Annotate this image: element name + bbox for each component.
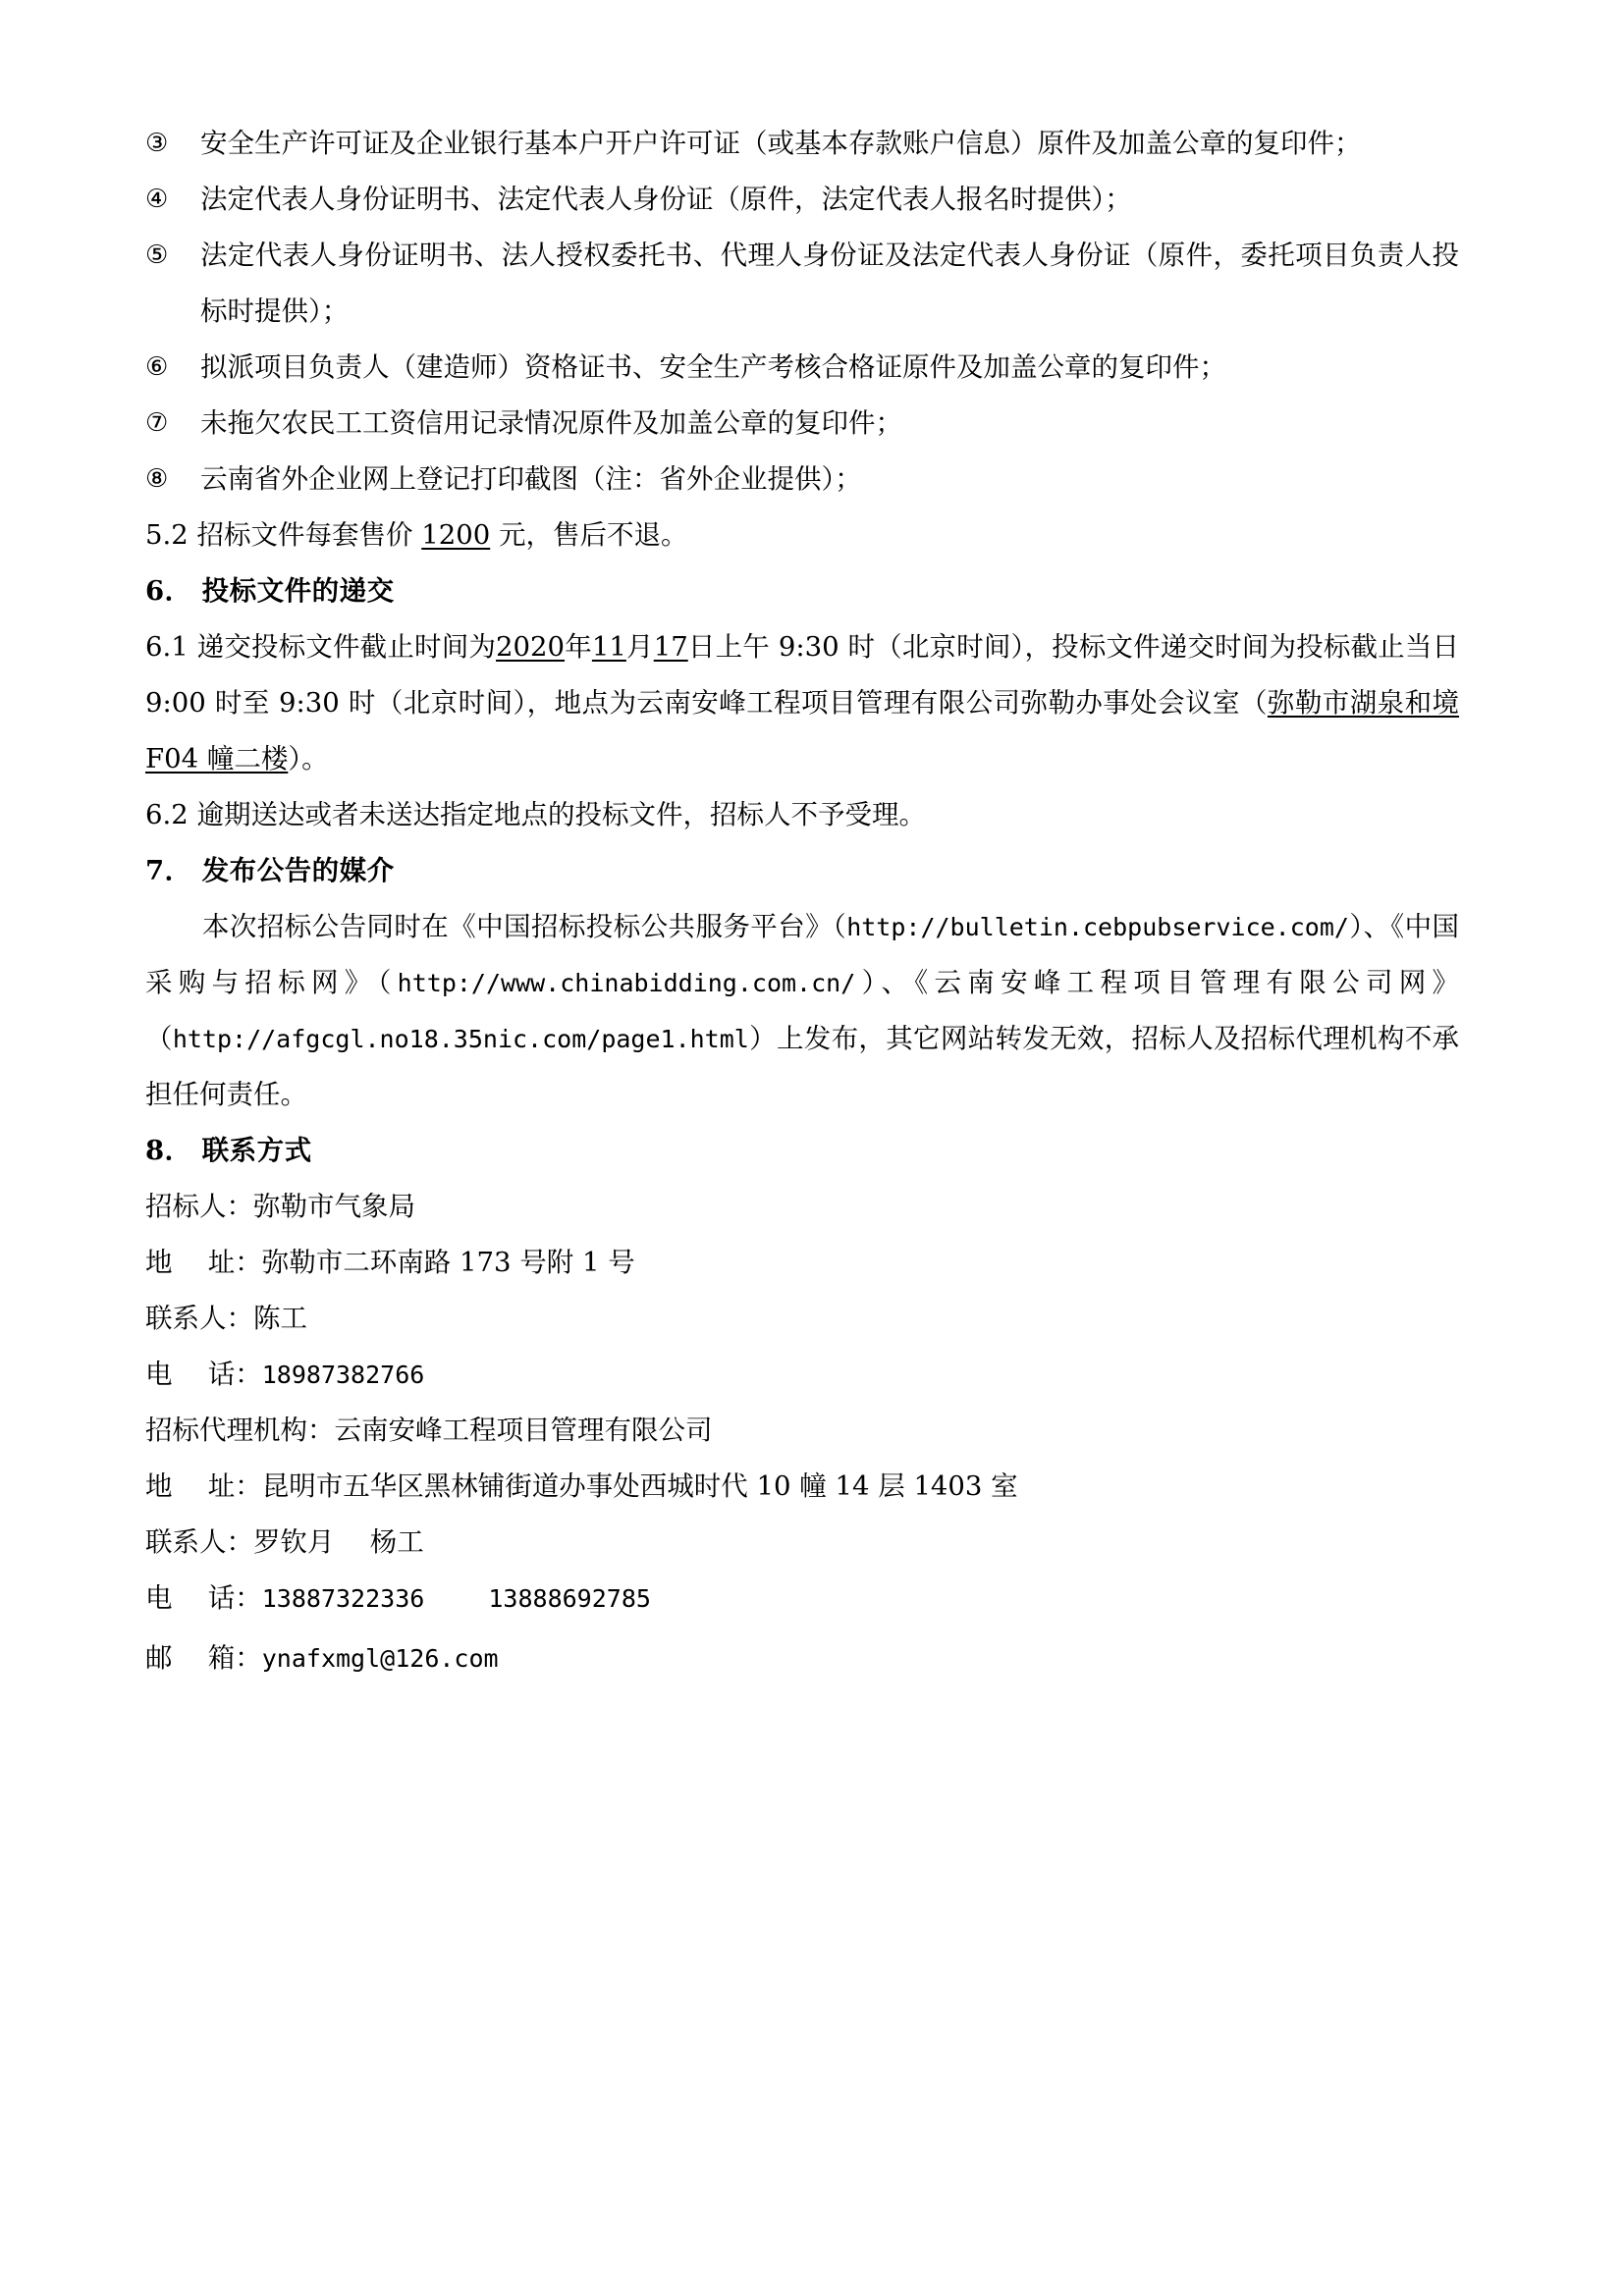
bid-deadline-day: 17	[653, 631, 688, 663]
section-7-heading	[145, 843, 1459, 899]
contact-row-agency-address	[145, 1459, 1459, 1515]
media-url-3: http://afgcgl.no18.35nic.com/page1.html	[172, 1025, 749, 1053]
file-price: 1200	[421, 519, 491, 551]
contact-row-tenderee-phone	[145, 1347, 1459, 1403]
contact-label: 招标人：	[145, 1191, 253, 1222]
section-7-number: 7．	[145, 855, 192, 886]
section-7-body	[145, 899, 1459, 1123]
list-item-text: 未拖欠农民工工资信用记录情况原件及加盖公章的复印件；	[200, 407, 902, 439]
contact-row-tenderee	[145, 1179, 1459, 1235]
document-body	[145, 116, 1459, 1686]
clause-6-2	[145, 787, 1459, 843]
media-url-1: http://bulletin.cebpubservice.com/	[846, 913, 1349, 941]
list-item	[145, 172, 1459, 228]
section-6-number: 6．	[145, 575, 192, 607]
section-6-title: 投标文件的递交	[201, 575, 395, 607]
list-marker: ⑧	[145, 464, 169, 494]
list-marker: ④	[145, 185, 169, 214]
contact-label: 电 话：	[145, 1359, 262, 1390]
section-8-number: 8．	[145, 1135, 192, 1166]
list-item	[145, 340, 1459, 396]
media-text-4: ）上发布，其它网站转发无效，招标人及招标代理机构不承担任何责任。	[145, 1023, 1460, 1110]
clause-text-before: 招标文件每套售价	[196, 519, 413, 551]
contact-label: 电 话：	[145, 1582, 262, 1614]
media-text-3: ）、《云南安峰工程项目管理有限公司网》（	[145, 967, 1460, 1054]
media-text-1: 本次招标公告同时在《中国招标投标公共服务平台》（	[202, 911, 847, 942]
contact-label: 地 址：	[145, 1470, 262, 1502]
clause-text-after: 元，售后不退。	[498, 519, 688, 551]
clause-6-1	[145, 619, 1459, 787]
contact-value: ynafxmgl@126.com	[261, 1644, 499, 1673]
contact-label: 联系人：	[145, 1526, 253, 1558]
contact-value: 弥勒市气象局	[253, 1191, 415, 1222]
clause-part1: 递交投标文件截止时间为	[196, 631, 497, 663]
section-8-heading	[145, 1123, 1459, 1179]
media-text-2: ）、《中国采购与招标网》（	[145, 911, 1460, 998]
contact-label: 联系人：	[145, 1303, 253, 1334]
media-url-2: http://www.chinabidding.com.cn/	[397, 969, 856, 997]
contact-label: 邮 箱：	[145, 1642, 262, 1674]
contact-row-agency-phone	[145, 1571, 1459, 1627]
clause-number: 6.1	[145, 631, 189, 663]
section-7-title: 发布公告的媒介	[201, 855, 395, 886]
contact-value: 陈工	[253, 1303, 307, 1334]
list-item-text: 安全生产许可证及企业银行基本户开户许可证（或基本存款账户信息）原件及加盖公章的复印件；	[200, 128, 1362, 159]
list-item-text: 云南省外企业网上登记打印截图（注：省外企业提供）；	[200, 463, 862, 495]
contact-value: 13887322336 13888692785	[261, 1584, 651, 1613]
list-item-text: 法定代表人身份证明书、法定代表人身份证（原件，法定代表人报名时提供）；	[200, 184, 1132, 215]
clause-part-middle: 日上午 9:30 时（北京时间），投标文件递交时间为投标截止当日 9:00 时至 9:30 时（北京时间），地点为云南安峰工程项目管理有限公司弥勒办事处会议室（	[145, 631, 1460, 719]
section-6-heading	[145, 563, 1459, 619]
contact-value: 罗钦月 杨工	[253, 1526, 424, 1558]
list-item	[145, 396, 1459, 452]
list-item	[145, 452, 1459, 507]
bid-deadline-year: 2020	[496, 631, 566, 663]
list-marker: ⑤	[145, 240, 169, 270]
contact-value: 弥勒市二环南路 173 号附 1 号	[261, 1247, 635, 1278]
unit-year: 年	[565, 631, 592, 663]
contact-value: 昆明市五华区黑林铺街道办事处西城时代 10 幢 14 层 1403 室	[261, 1470, 1018, 1502]
contact-row-tenderee-person	[145, 1291, 1459, 1347]
list-marker: ⑦	[145, 408, 169, 438]
contact-label: 招标代理机构：	[145, 1415, 335, 1446]
contact-row-agency	[145, 1403, 1459, 1459]
section-8-title: 联系方式	[201, 1135, 312, 1166]
clause-number: 6.2	[145, 799, 189, 830]
list-item-text: 拟派项目负责人（建造师）资格证书、安全生产考核合格证原件及加盖公章的复印件；	[200, 351, 1226, 383]
unit-month: 月	[625, 631, 654, 663]
contact-row-agency-email	[145, 1630, 1459, 1686]
clause-text: 逾期送达或者未送达指定地点的投标文件，招标人不予受理。	[196, 799, 926, 830]
contact-value: 18987382766	[261, 1361, 425, 1389]
list-marker: ③	[145, 129, 169, 158]
list-marker: ⑥	[145, 352, 169, 382]
list-item-text: 法定代表人身份证明书、法人授权委托书、代理人身份证及法定代表人身份证（原件，委托项目负责人投标时提供）；	[200, 240, 1459, 327]
clause-number: 5.2	[145, 519, 189, 551]
contact-value: 云南安峰工程项目管理有限公司	[334, 1415, 713, 1446]
contact-row-tenderee-address	[145, 1235, 1459, 1291]
bid-submission-address: 弥勒市湖泉和境 F04 幢二楼	[145, 687, 1460, 774]
bid-deadline-month: 11	[591, 631, 626, 663]
list-item	[145, 228, 1459, 340]
contact-row-agency-person	[145, 1515, 1459, 1571]
contact-label: 地 址：	[145, 1247, 262, 1278]
list-item	[145, 116, 1459, 172]
clause-part-end: ）。	[288, 743, 329, 774]
clause-5-2	[145, 507, 1459, 563]
